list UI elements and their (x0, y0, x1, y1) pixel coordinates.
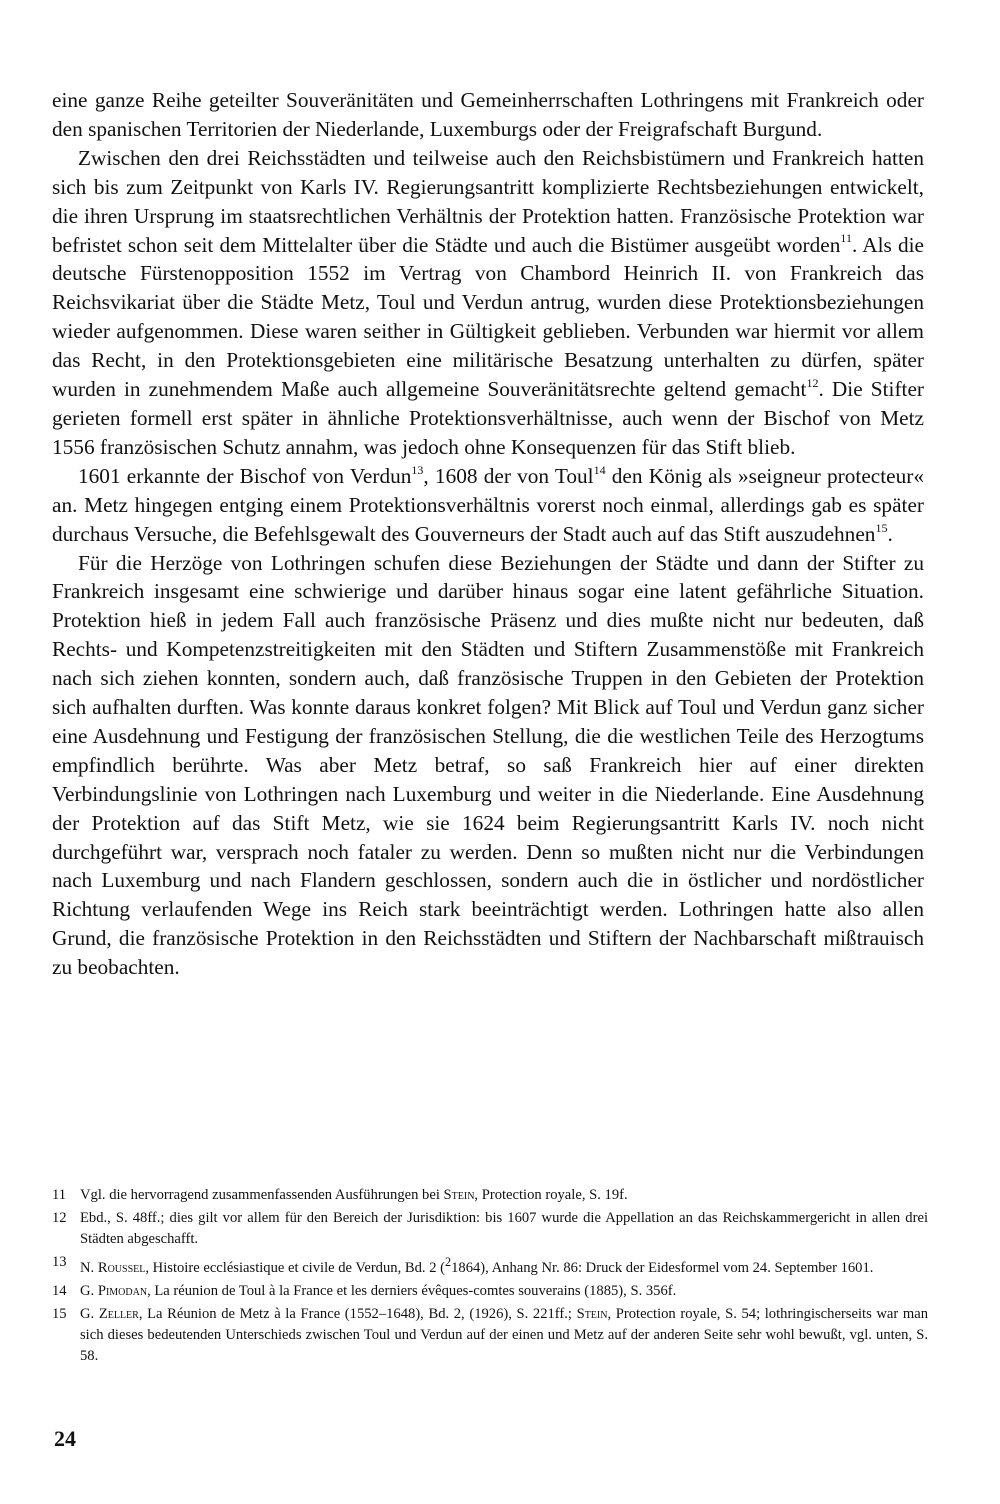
footnote-reference: 12 (806, 375, 819, 390)
text-run: . Die Stifter gerieten formell erst später in ähnliche Protektionsverhältnisse, auch wenn der Bischof von Metz 1556 französischen Schutz annahm, was jedoch ohne Konsequenzen für das Stift blieb. (52, 377, 924, 459)
footnote-number: 11 (52, 1187, 67, 1203)
page-number: 24 (54, 1426, 76, 1451)
text-run: Zwischen den drei Reichsstädten und teilweise auch den Reichsbistümern und Frankreich hatten sich bis zum Zeitpunkt von Karls IV. Regierungsantritt komplizierte Rechtsbeziehungen entwickelt, die ihren Ursprung im staatsrechtlichen Verhältnis der Protektion hatten. Französische Protektion war befristet schon seit dem Mittelalter über die Städte und auch die Bistümer ausgeübt worden (52, 145, 924, 257)
footnote-reference: 2 (445, 1255, 452, 1269)
footnote-reference: 13 (411, 462, 424, 477)
text-run: Für die Herzöge von Lothringen schufen diese Beziehungen der Städte und dann der Stifter zu Frankreich insgesamt eine schwierige und darüber hinaus sogar eine latent gefährliche Situation. Protektion hieß in jedem Fall auch französische Präsenz und dies mußte nicht nur bedeuten, daß Rechts- und Kompetenzstreitigkeiten mit den Städten und Stiftern Zusammenstöße mit Frankreich nach sich ziehen konnten, sondern auch, daß französische Truppen in den Gebieten der Protektion sich aufhalten durften. Was konnte daraus konkret folgen? Mit Blick auf Toul und Verdun ganz sicher eine Ausdehnung und Festigung der französischen Stellung, die die westlichen Teile des Herzogtums empfindlich berührte. Was aber Metz betraf, so saß Frankreich hier auf einer direkten Verbindungslinie von Lothringen nach Luxemburg und weiter in die Niederlande. Eine Ausdehnung der Protektion auf das Stift Metz, wie sie 1624 beim Regierungsantritt Karls IV. noch nicht durchgeführt war, versprach noch fataler zu werden. Denn so mußten nicht nur die Verbindungen nach Luxemburg und nach Flandern geschlossen, sondern auch die in östlicher und nordöstlicher Richtung verlaufenden Wege ins Reich stark beeinträchtigt werden. Lothringen hatte also allen Grund, die französische Protektion in den Reichsstädten und Stiftern der Nachbarschaft mißtrauisch zu beobachten. (52, 550, 924, 980)
text-run: den König als »seigneur protecteur« an. Metz hingegen entging einem Protektionsverhältnis vorerst noch einmal, allerdings gab es später durchaus Versuche, die Befehlsgewalt des Gouverneurs der Stadt auch auf das Stift auszudehnen (52, 463, 924, 546)
paragraph (52, 549, 924, 983)
text-run: N. (80, 1259, 98, 1276)
footnote-number: 15 (52, 1305, 67, 1322)
footnote-number: 12 (52, 1210, 67, 1226)
paragraph (52, 86, 924, 144)
footnote-text (80, 1185, 928, 1206)
text-run: G. (80, 1282, 98, 1299)
text-run: , 1608 der von Toul (423, 463, 594, 488)
footnote-text (80, 1304, 928, 1367)
body-text (52, 86, 924, 982)
footnote-number: 14 (52, 1282, 67, 1299)
text-run: 1601 erkannte der Bischof von Verdun (78, 463, 412, 488)
text-run: . (887, 521, 893, 546)
author-name: Zeller (98, 1305, 139, 1322)
footnote-number: 13 (52, 1254, 67, 1270)
text-run: , La réunion de Toul à la France et les derniers évêques-comtes souverains (1885), S. 356f. (147, 1282, 677, 1299)
author-name: Stein (576, 1305, 608, 1322)
text-run: . Als die deutsche Fürstenopposition 1552 im Vertrag von Chambord Heinrich II. von Frankreich das Reichsvikariat über die Städte Metz, Toul und Verdun antrug, wurden diese Protektionsbeziehungen wieder aufgenommen. Diese waren seither in Gültigkeit geblieben. Verbunden war hiermit vor allem das Recht, in den Protektionsgebieten eine militärische Besatzung unterhalten zu dürfen, später wurden in zunehmendem Maße auch allgemeine Souveränitätsrechte geltend gemacht (52, 232, 924, 402)
text-run: eine ganze Reihe geteilter Souveränitäten und Gemeinherrschaften Lothringens mit Frankreich oder den spanischen Territorien der Niederlande, Luxemburgs oder der Freigrafschaft Burgund. (52, 88, 924, 141)
footnote (52, 1304, 928, 1367)
footnote-text (80, 1281, 928, 1302)
text-run: , Histoire ecclésiastique et civile de Verdun, Bd. 2 ( (145, 1259, 446, 1276)
text-run: , Protection royale, S. 19f. (474, 1187, 628, 1203)
author-name: Stein (443, 1187, 475, 1203)
text-run: , La Réunion de Metz à la France (1552–1648), Bd. 2, (1926), S. 221ff.; (138, 1305, 577, 1322)
text-run: , Protection royale, S. 54; lothringischerseits war man sich dieses bedeutenden Unterschieds zwischen Toul und Verdun auf der einen und Metz auf der anderen Seite sehr wohl bewußt, vgl. unten, S. 58. (80, 1305, 928, 1364)
footnote-reference: 15 (875, 520, 888, 535)
page-body (52, 86, 924, 982)
author-name: Pimodan (97, 1282, 148, 1299)
text-run: Ebd., S. 48ff.; dies gilt vor allem für den Bereich der Jurisdiktion: bis 1607 wurde die Appellation an das Reichskammergericht in allen drei Städten abgeschafft. (80, 1210, 928, 1247)
author-name: Roussel (97, 1259, 146, 1276)
footnote-text (80, 1208, 928, 1250)
footnote-reference: 14 (593, 462, 606, 477)
footnote-text (80, 1252, 928, 1279)
footnote (52, 1252, 928, 1279)
text-run: Vgl. die hervorragend zusammenfassenden Ausführungen bei (80, 1187, 444, 1203)
footnote-reference: 11 (840, 231, 852, 246)
paragraph (52, 462, 924, 549)
footnote (52, 1185, 928, 1206)
footnotes (52, 1185, 928, 1369)
text-run: 1864), Anhang Nr. 86: Druck der Eidesformel vom 24. September 1601. (451, 1259, 874, 1276)
paragraph (52, 144, 924, 462)
footnote (52, 1208, 928, 1250)
text-run: G. (80, 1305, 99, 1322)
footnote (52, 1281, 928, 1302)
